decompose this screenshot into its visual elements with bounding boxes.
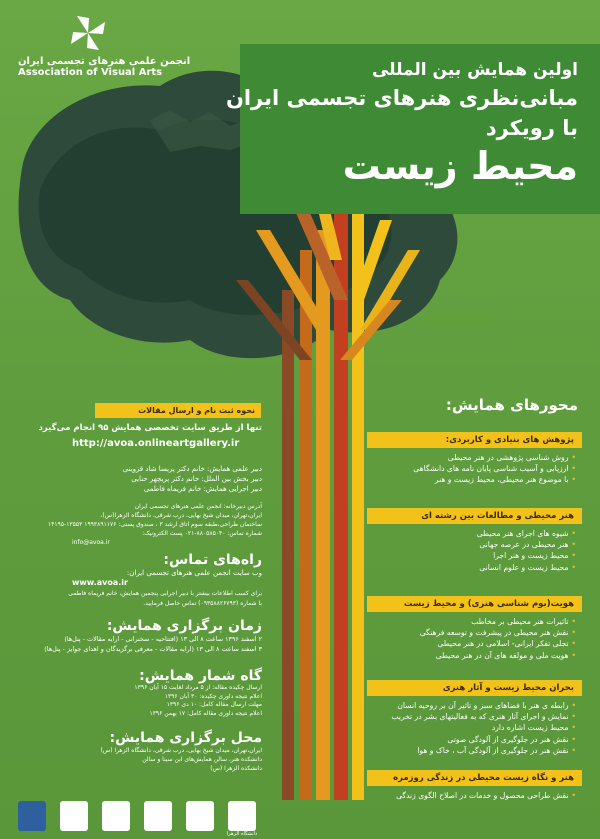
venue-line: دانشکده هنر، سالن همایش‌های ابن سینا و سالن [142, 756, 262, 763]
secretariat-line: شماره تماس: ۸۸۰۵۸۵۰۴۰-۰۲۱ پست الکترونیک: [142, 530, 262, 537]
logo-text-en: Association of Visual Arts [18, 67, 163, 78]
registration-bar: نحوه ثبت نام و ارسال مقالات [95, 403, 261, 418]
title-line-4: محیط زیست [342, 144, 578, 188]
staff-line: دبیر اجرایی همایش: خانم فریماه فاطمی [143, 485, 262, 493]
axis-section-title: هویت(بوم شناسی هنری) و محیط زیست [367, 596, 582, 612]
staff-line: دبیر بخش بین الملل: خانم دکتر پریچهر حنایی [131, 475, 262, 483]
contact-block [68, 552, 262, 609]
venue-line: دانشکده الزهرا (س) [210, 765, 262, 772]
sponsor-logo-icon [18, 801, 46, 831]
footer-logos [0, 795, 600, 839]
axis-item-list [367, 528, 576, 573]
title-line-2: مبانی‌نظری هنرهای تجسمی ایران [225, 86, 578, 110]
time-line: ۲ اسفند ۱۳۹۶ ساعت ۸ الی ۱۳ (افتتاحیه - سخنرانی - ارایه مقالات - پنل‌ها) [64, 635, 262, 643]
axis-section-title: هنر و نگاه زیست محیطی در زندگی روزمره [367, 770, 582, 786]
logo-text-fa: انجمن علمی هنرهای تجسمی ایران [18, 56, 191, 67]
university-logo-icon [228, 801, 256, 831]
time-heading: زمان برگزاری همایش: [106, 618, 262, 634]
sponsor-logo-icon [186, 801, 214, 831]
staff-block [72, 464, 262, 494]
time-line: ۳ اسفند ساعت ۸ الی ۱۳ (ارایه مقالات - معرفی برگزیدگان و اهدای جوایز - پنل‌ها) [44, 645, 262, 653]
pinwheel-logo-icon [65, 12, 111, 54]
list-item: • نقش هنر در جلوگیری از آلودگی آب ، خاک و هوا [367, 745, 576, 756]
axis-section-title: هنر محیطی و مطالعات بین رشته ای [367, 508, 582, 524]
secretariat-line: ایران،تهران، میدان شیخ بهایی، درب شرقی، دانشگاه الزهرا(س)، [100, 512, 262, 519]
list-item: • محیط زیست و علوم انسانی [367, 562, 576, 573]
calendar-heading: گاه شمار همایش: [139, 668, 262, 684]
secretariat-block [47, 502, 262, 547]
time-block [44, 618, 262, 654]
list-item: • محیط زیست اشاره دارد [367, 722, 576, 733]
list-item: • رابطه ی هنر با فضاهای سبز و تاثیر آن بر روحیه انسان [367, 700, 576, 711]
axis-section [367, 596, 582, 667]
axis-item-list [367, 700, 576, 756]
list-item: • نقش هنر محیطی در پیشرفت و توسعه فرهنگی [367, 627, 576, 638]
list-item: • هویت ملی و مولفه های آن در هنر محیطی [367, 650, 576, 661]
calendar-item: ارسال چکیده مقاله: از ۵ مرداد لغایت ۱۵ آبان ۱۳۹۶ [134, 684, 262, 691]
calendar-item: اعلام نتیجه داوری چکیده: ۳۰ آبان ۱۳۹۶ [164, 692, 262, 700]
registration-text: تنها از طریق سایت تخصصی همایش ۹۵ انجام می‌گیرد [38, 423, 262, 433]
list-item: • شیوه های اجرای هنر محیطی [367, 528, 576, 539]
registration-url[interactable]: http://avoa.onlineartgallery.ir [72, 438, 240, 449]
axes-heading: محورهای همایش: [445, 396, 578, 414]
association-logo [18, 12, 191, 78]
sponsor-logo-icon [102, 801, 130, 831]
sponsor-logo-icon [60, 801, 88, 831]
calendar-item: اعلام نتیجه داوری مقاله کامل: ۱۷ بهمن ۱۳۹۶ [149, 709, 262, 717]
list-item: • محیط زیست و هنر اجرا [367, 550, 576, 561]
contact-website-link[interactable]: www.avoa.ir [72, 578, 128, 587]
contact-note: برای کسب اطلاعات بیشتر با دبیر اجرایی پنجمین همایش، خانم فریماه فاطمی [68, 590, 262, 597]
secretariat-line: آدرس دبیرخانه: انجمن علمی هنرهای تجسمی ایران [134, 503, 262, 510]
list-item: • نقش هنر در جلوگیری از آلودگی صوتی [367, 734, 576, 745]
secretariat-line: ساختمان طراحی،طبقه سوم اتاق ارشد ۳ ، صندوق پستی: ۱۹۹۳۸۹۱۱۷۶ ۱۳۵۵۳-۱۴۱۹۵ [47, 521, 262, 528]
contact-website-label: وب سایت انجمن علمی هنرهای تجسمی ایران: [126, 569, 262, 577]
contact-note: با شماره (۰۹۳۵۸۸۲۶۷۹۳) تماس حاصل فرمایید. [143, 600, 262, 607]
list-item: • نمایش و اجرای آثار هنری که به فعالیتهای بشر در تخریب [367, 711, 576, 722]
university-logo-label: دانشگاه الزهرا [226, 831, 258, 837]
venue-block [72, 730, 262, 773]
axis-section [367, 680, 582, 762]
title-line-1: اولین همایش بین المللی [371, 60, 578, 80]
axis-section [367, 508, 582, 579]
list-item: • تاثیرات هنر محیطی بر مخاطب [367, 616, 576, 627]
title-line-3: با رویکرد [485, 116, 578, 140]
axis-section-title: پژوهش های بنیادی و کاربردی: [367, 432, 582, 448]
list-item: • روش شناسی پژوهشی در هنر محیطی [367, 452, 576, 463]
axis-section [367, 432, 582, 492]
list-item: • تجلی تفکر ایرانی- اسلامی در هنر محیطی [367, 638, 576, 649]
axis-item-list [367, 452, 576, 486]
axis-item-list [367, 616, 576, 661]
calendar-block [72, 668, 262, 718]
venue-heading: محل برگزاری همایش: [109, 730, 262, 746]
list-item: • با موضوع هنر محیطی، محیط زیست و هنر [367, 474, 576, 485]
list-item: • ارزیابی و آسیب شناسی پایان نامه های دانشگاهی [367, 463, 576, 474]
title-box [225, 44, 600, 214]
list-item: • هنر محیطی در عرصه جهانی [367, 539, 576, 550]
venue-line: ایران،تهران، میدان شیخ بهایی، درب شرقی، دانشگاه الزهرا (س) [100, 747, 262, 754]
staff-line: دبیر علمی همایش: خانم دکتر پریسا شاد قزوینی [122, 465, 262, 473]
sponsor-logo-icon [144, 801, 172, 831]
registration-block [38, 422, 262, 449]
contact-heading: راه‌های تماس: [163, 552, 262, 568]
calendar-item: مهلت ارسال مقاله کامل: ۱۰ دی ۱۳۹۶ [166, 701, 262, 709]
list-item: • نقش طراحی محصول و خدمات در اصلاح الگوی زندگی [367, 790, 576, 801]
axis-section-title: بحران محیط زیست و آثار هنری [367, 680, 582, 696]
email-link[interactable]: info@avoa.ir [72, 539, 110, 546]
